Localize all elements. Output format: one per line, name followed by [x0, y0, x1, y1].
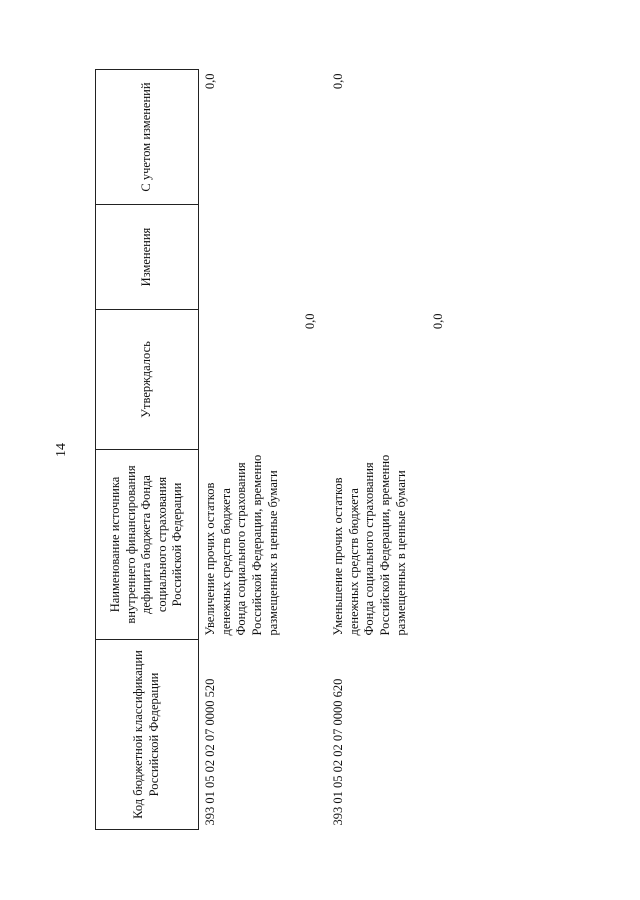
- header-approved: Утверждалось: [96, 310, 199, 450]
- rotated-table-sheet: [95, 70, 515, 830]
- table-header-row: [96, 70, 199, 830]
- page-number: 14: [54, 443, 69, 457]
- row-name: Уменьшение прочих остатков денежных средств бюджета Фонда социального страхования Российской Федерации, временно размещенных в ценные бумаги: [331, 454, 408, 636]
- row-with-changes: 0,0: [203, 73, 217, 90]
- row-code: 393 01 05 02 02 07 0000 520: [203, 678, 217, 826]
- row-with-changes: 0,0: [331, 73, 345, 90]
- table-row: [327, 70, 455, 830]
- row-approved: 0,0: [303, 313, 318, 330]
- row-changes: [199, 205, 328, 310]
- row-name: Увеличение прочих остатков денежных средств бюджета Фонда социального страхования Российской Федерации, временно размещенных в ценные бумаги: [203, 454, 280, 636]
- header-changes: Изменения: [96, 205, 199, 310]
- header-with-changes: С учетом изменений: [96, 70, 199, 205]
- header-name: Наименование источника внутреннего финансирования дефицита бюджета Фонда социального страхования Российской Федерации: [96, 450, 199, 640]
- sources-financing-table: [95, 69, 455, 830]
- row-code: 393 01 05 02 02 07 0000 620: [331, 678, 345, 826]
- table-row: [199, 70, 328, 830]
- header-code: Код бюджетной классификации Российской Федерации: [96, 640, 199, 830]
- row-changes: [327, 205, 455, 310]
- row-approved: 0,0: [431, 313, 446, 330]
